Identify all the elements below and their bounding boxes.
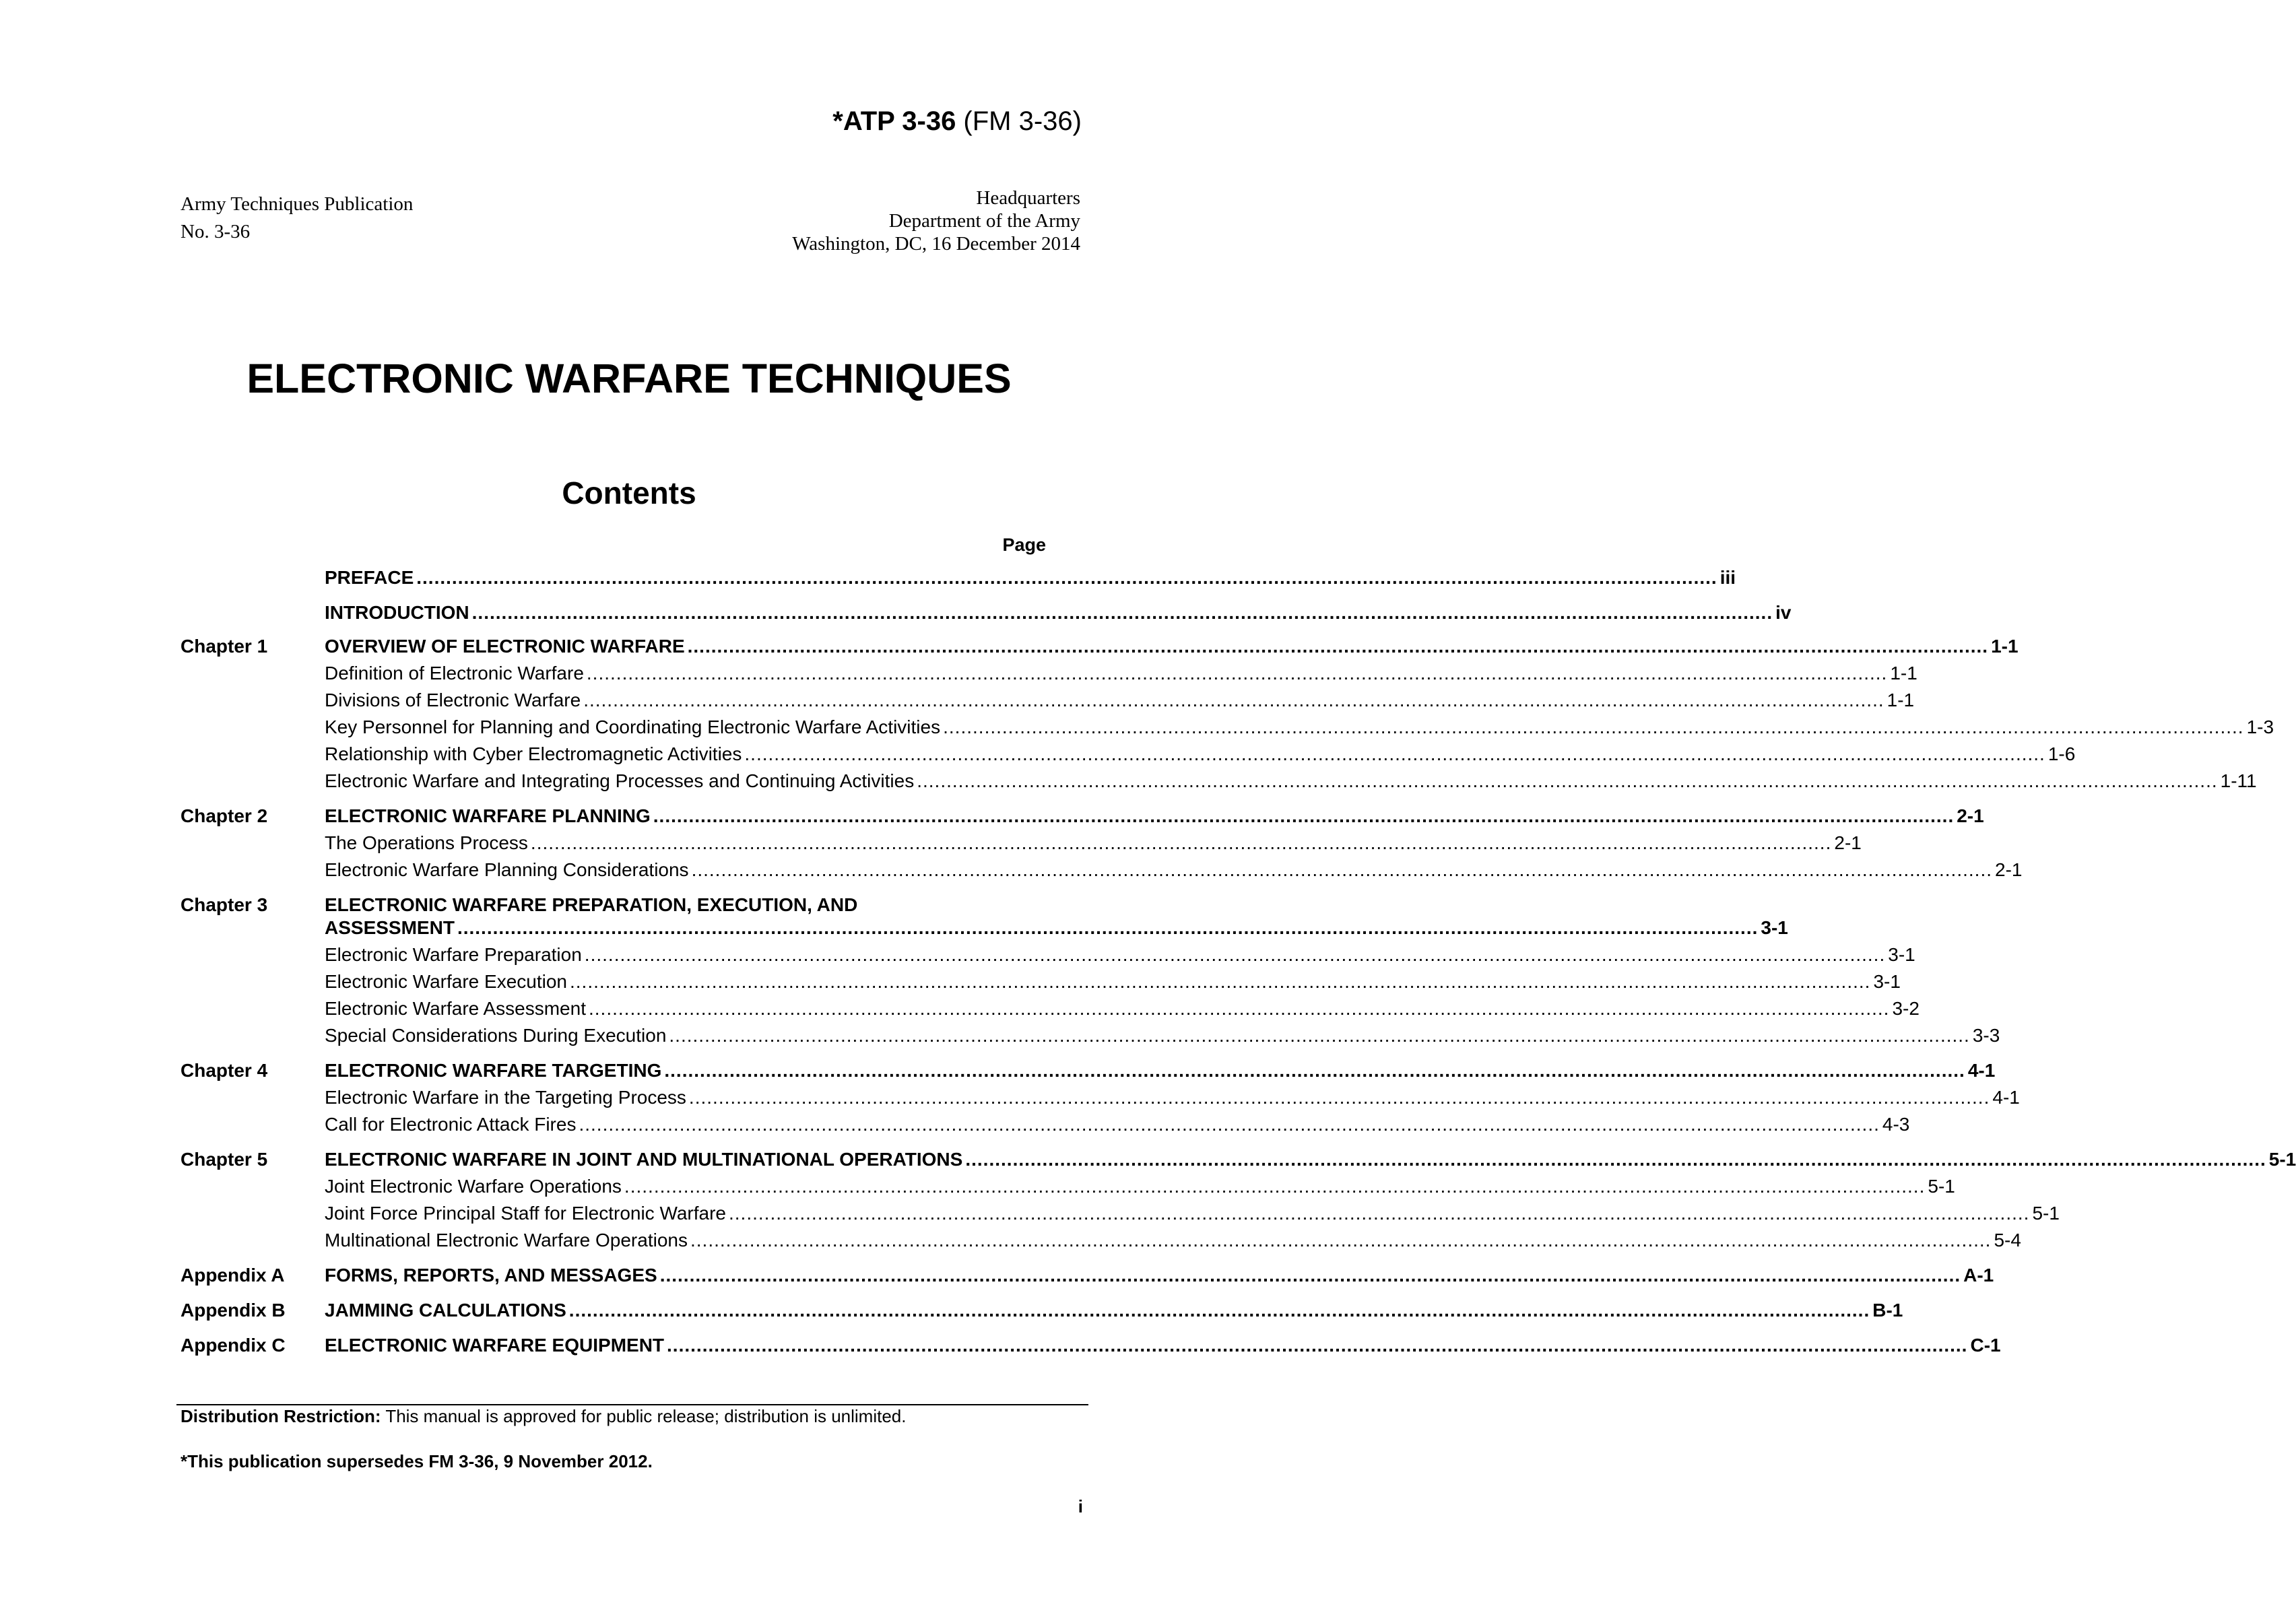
toc-leader-dots: ............................................................................................................................................................................................................................	[584, 944, 1886, 965]
superseded-id: (FM 3-36)	[956, 106, 1082, 136]
toc-entry-title: Joint Force Principal Staff for Electronic Warfare	[325, 1203, 726, 1224]
toc-entry-title: JAMMING CALCULATIONS	[325, 1300, 566, 1321]
toc-entry-title: Relationship with Cyber Electromagnetic Activities	[325, 743, 742, 764]
toc-entry-title: Multinational Electronic Warfare Operations	[325, 1230, 688, 1251]
toc-leader-dots: ............................................................................................................................................................................................................................	[729, 1203, 2030, 1224]
toc-entry-line	[325, 805, 1984, 827]
toc-leader-dots: ............................................................................................................................................................................................................................	[570, 971, 1871, 992]
toc-leader-dots: ............................................................................................................................................................................................................................	[965, 1149, 2266, 1170]
toc-page-number: 3-2	[1892, 998, 1920, 1019]
toc-entry	[0, 1087, 2020, 1114]
toc-page-number: 1-1	[1991, 636, 2019, 657]
toc-page-number: 1-6	[2047, 743, 2076, 764]
publication-type: Army Techniques Publication	[181, 193, 414, 215]
distribution-label: Distribution Restriction:	[181, 1406, 381, 1426]
toc-entry-line	[325, 1087, 2020, 1108]
authority-line-1: Headquarters	[976, 187, 1080, 209]
toc-page-number: B-1	[1872, 1300, 1903, 1321]
toc-entry	[0, 944, 1915, 971]
toc-page-number: 5-1	[2268, 1149, 2296, 1170]
toc-entry-line	[325, 663, 1917, 684]
toc-section-label: Chapter 3	[181, 894, 268, 915]
toc-leader-dots: ............................................................................................................................................................................................................................	[583, 690, 1884, 710]
toc-section-label: Appendix A	[181, 1265, 285, 1286]
toc-entry-title: FORMS, REPORTS, AND MESSAGES	[325, 1265, 657, 1286]
toc-entry-title: Electronic Warfare Planning Considerations	[325, 859, 689, 880]
toc-entry-line	[325, 1265, 1994, 1286]
toc-page-number: iii	[1719, 567, 1736, 588]
toc-entry	[0, 636, 2019, 663]
toc-entry-line	[325, 1335, 2001, 1356]
toc-entry-title: INTRODUCTION	[325, 602, 469, 623]
toc-entry-title: Electronic Warfare Execution	[325, 971, 567, 992]
toc-leader-dots: ............................................................................................................................................................................................................................	[568, 1300, 1870, 1321]
toc-entry-line	[325, 1176, 1955, 1197]
toc-page-number: 4-1	[1992, 1087, 2020, 1108]
toc-entry	[0, 663, 1917, 690]
toc-entry-title: Electronic Warfare Assessment	[325, 998, 586, 1019]
toc-page-number: 4-1	[1967, 1060, 1996, 1081]
authority-line-2: Department of the Army	[888, 210, 1080, 232]
toc-page-number: C-1	[1970, 1335, 2001, 1356]
toc-entry	[0, 1265, 1994, 1292]
toc-entry-line	[325, 602, 1792, 624]
toc-section-label: Chapter 1	[181, 636, 268, 657]
toc-entry-line	[325, 716, 2274, 738]
toc-page-number: 1-11	[2220, 770, 2257, 791]
toc-entry-title: ELECTRONIC WARFARE EQUIPMENT	[325, 1335, 665, 1356]
toc-entry-line	[325, 998, 1920, 1020]
publication-number	[832, 106, 1082, 137]
toc-leader-dots: ............................................................................................................................................................................................................................	[457, 917, 1759, 938]
toc-leader-dots: ............................................................................................................................................................................................................................	[586, 663, 1888, 684]
toc-entry-title: Divisions of Electronic Warfare	[325, 690, 581, 710]
toc-page-number: 3-1	[1761, 917, 1788, 938]
toc-section-label: Appendix C	[181, 1335, 286, 1356]
toc-leader-dots: ............................................................................................................................................................................................................................	[664, 1060, 1965, 1081]
toc-entry	[0, 971, 1901, 998]
page-title: ELECTRONIC WARFARE TECHNIQUES	[247, 356, 1012, 401]
toc-entry-title: The Operations Process	[325, 832, 528, 853]
supersede-note: *This publication supersedes FM 3-36, 9 November 2012.	[181, 1451, 653, 1471]
toc-entry-title: Electronic Warfare Preparation	[325, 944, 582, 965]
toc-entry	[0, 690, 1915, 716]
toc-entry	[0, 1203, 2060, 1230]
toc-entry-line	[325, 1300, 1903, 1321]
toc-entry	[0, 1149, 2296, 1176]
toc-entry-line	[325, 859, 2023, 881]
toc-entry	[0, 998, 1920, 1025]
toc-leader-dots: ............................................................................................................................................................................................................................	[687, 636, 1989, 657]
toc-entry	[0, 1176, 1955, 1203]
toc-leader-dots: ............................................................................................................................................................................................................................	[667, 1335, 1968, 1356]
toc-entry-title: Key Personnel for Planning and Coordinating Electronic Warfare Activities	[325, 716, 941, 737]
toc-page-number: 1-1	[1890, 663, 1917, 684]
toc-entry-title: Joint Electronic Warfare Operations	[325, 1176, 622, 1197]
toc-page-number: A-1	[1963, 1265, 1994, 1286]
toc-entry-title: ELECTRONIC WARFARE IN JOINT AND MULTINATIONAL OPERATIONS	[325, 1149, 963, 1170]
toc-page-number: 2-1	[1995, 859, 2023, 880]
issuing-authority	[792, 187, 1080, 255]
toc-section-label: Chapter 5	[181, 1149, 268, 1170]
toc-page-number: 5-1	[2032, 1203, 2060, 1224]
toc-entry-line	[325, 1203, 2060, 1224]
toc-entry	[0, 1060, 1996, 1087]
toc-leader-dots: ............................................................................................................................................................................................................................	[530, 832, 1832, 853]
toc-leader-dots: ............................................................................................................................................................................................................................	[588, 998, 1890, 1019]
toc-section-label: Chapter 4	[181, 1060, 268, 1081]
toc-entry-line	[325, 567, 1736, 589]
toc-entry-line	[325, 832, 1862, 854]
toc-entry-line	[325, 636, 2019, 657]
toc-entry-line	[325, 690, 1915, 711]
toc-entry-line	[325, 894, 1047, 916]
toc-page-number: 3-3	[1972, 1025, 2000, 1046]
toc-entry-line	[325, 1230, 2021, 1251]
authority-date: Washington, DC, 16 December 2014	[792, 233, 1080, 255]
toc-entry-title: ASSESSMENT	[325, 917, 455, 938]
toc-entry	[0, 602, 1792, 629]
toc-page-number: 2-1	[1834, 832, 1862, 853]
toc-entry-line	[325, 917, 1788, 939]
page-column-label: Page	[1002, 535, 1046, 555]
toc-leader-dots: ............................................................................................................................................................................................................................	[624, 1176, 1926, 1197]
toc-page-number: 1-1	[1887, 690, 1915, 710]
toc-entry-title: Definition of Electronic Warfare	[325, 663, 584, 684]
toc-entry-line	[325, 971, 1901, 993]
toc-leader-dots: ............................................................................................................................................................................................................................	[744, 743, 2045, 764]
toc-leader-dots: ............................................................................................................................................................................................................................	[579, 1114, 1880, 1135]
publication-no: No. 3-36	[181, 221, 251, 242]
toc-entry-title: ELECTRONIC WARFARE PREPARATION, EXECUTION, AND	[325, 894, 858, 915]
footer-divider	[176, 1404, 1088, 1405]
toc-entry	[0, 567, 1736, 594]
toc-leader-dots: ............................................................................................................................................................................................................................	[690, 1230, 1992, 1251]
toc-entry-line	[325, 1149, 2296, 1170]
toc-entry	[0, 859, 2023, 886]
toc-entry	[0, 743, 2076, 770]
toc-entry-line	[325, 1114, 1910, 1135]
toc-page-number: 1-3	[2246, 716, 2274, 737]
toc-entry-line	[325, 944, 1915, 966]
toc-page-number: 3-1	[1873, 971, 1901, 992]
toc-page-number: 4-3	[1882, 1114, 1910, 1135]
toc-entry	[0, 716, 2274, 743]
toc-leader-dots: ............................................................................................................................................................................................................................	[471, 602, 1773, 623]
contents-heading: Contents	[562, 475, 696, 510]
toc-entry-title: Electronic Warfare in the Targeting Process	[325, 1087, 686, 1108]
toc-leader-dots: ............................................................................................................................................................................................................................	[669, 1025, 1970, 1046]
toc-entry-title: ELECTRONIC WARFARE TARGETING	[325, 1060, 662, 1081]
toc-leader-dots: ............................................................................................................................................................................................................................	[653, 805, 1955, 826]
toc-page-number: 5-4	[1994, 1230, 2021, 1251]
toc-page-number: 2-1	[1957, 805, 1984, 826]
toc-page-number: iv	[1775, 602, 1792, 623]
toc-entry-title: ELECTRONIC WARFARE PLANNING	[325, 805, 651, 826]
page-number: i	[1078, 1496, 1083, 1516]
toc-entry-line	[325, 1025, 2000, 1046]
toc-entry-line	[325, 1060, 1996, 1081]
toc-entry	[0, 1230, 2021, 1257]
toc-entry	[0, 1114, 1910, 1141]
toc-entry	[0, 917, 1788, 944]
toc-entry	[0, 1300, 1903, 1327]
toc-section-label: Chapter 2	[181, 805, 268, 826]
publication-designation	[181, 191, 413, 246]
toc-page-number: 3-1	[1888, 944, 1915, 965]
toc-entry-title: PREFACE	[325, 567, 414, 588]
toc-entry	[0, 832, 1862, 859]
toc-entry-title: Electronic Warfare and Integrating Processes and Continuing Activities	[325, 770, 915, 791]
toc-leader-dots: ............................................................................................................................................................................................................................	[943, 716, 2244, 737]
toc-entry	[0, 1025, 2000, 1052]
toc-entry	[0, 770, 2257, 797]
toc-entry-line	[325, 770, 2257, 792]
toc-entry-title: Call for Electronic Attack Fires	[325, 1114, 577, 1135]
toc-leader-dots: ............................................................................................................................................................................................................................	[688, 1087, 1990, 1108]
distribution-restriction	[181, 1406, 906, 1427]
toc-section-label: Appendix B	[181, 1300, 286, 1321]
toc-entry-title: Special Considerations During Execution	[325, 1025, 667, 1046]
toc-page-number: 5-1	[1928, 1176, 1955, 1197]
toc-leader-dots: ............................................................................................................................................................................................................................	[416, 567, 1717, 588]
toc-entry	[0, 805, 1984, 832]
toc-leader-dots: ............................................................................................................................................................................................................................	[659, 1265, 1961, 1286]
toc-leader-dots: ............................................................................................................................................................................................................................	[691, 859, 1993, 880]
toc-entry-line	[325, 743, 2076, 765]
distribution-text: This manual is approved for public release; distribution is unlimited.	[381, 1406, 907, 1426]
publication-id: *ATP 3-36	[832, 106, 956, 136]
toc-leader-dots: ............................................................................................................................................................................................................................	[917, 770, 2218, 791]
toc-entry-title: OVERVIEW OF ELECTRONIC WARFARE	[325, 636, 685, 657]
toc-entry	[0, 1335, 2001, 1362]
